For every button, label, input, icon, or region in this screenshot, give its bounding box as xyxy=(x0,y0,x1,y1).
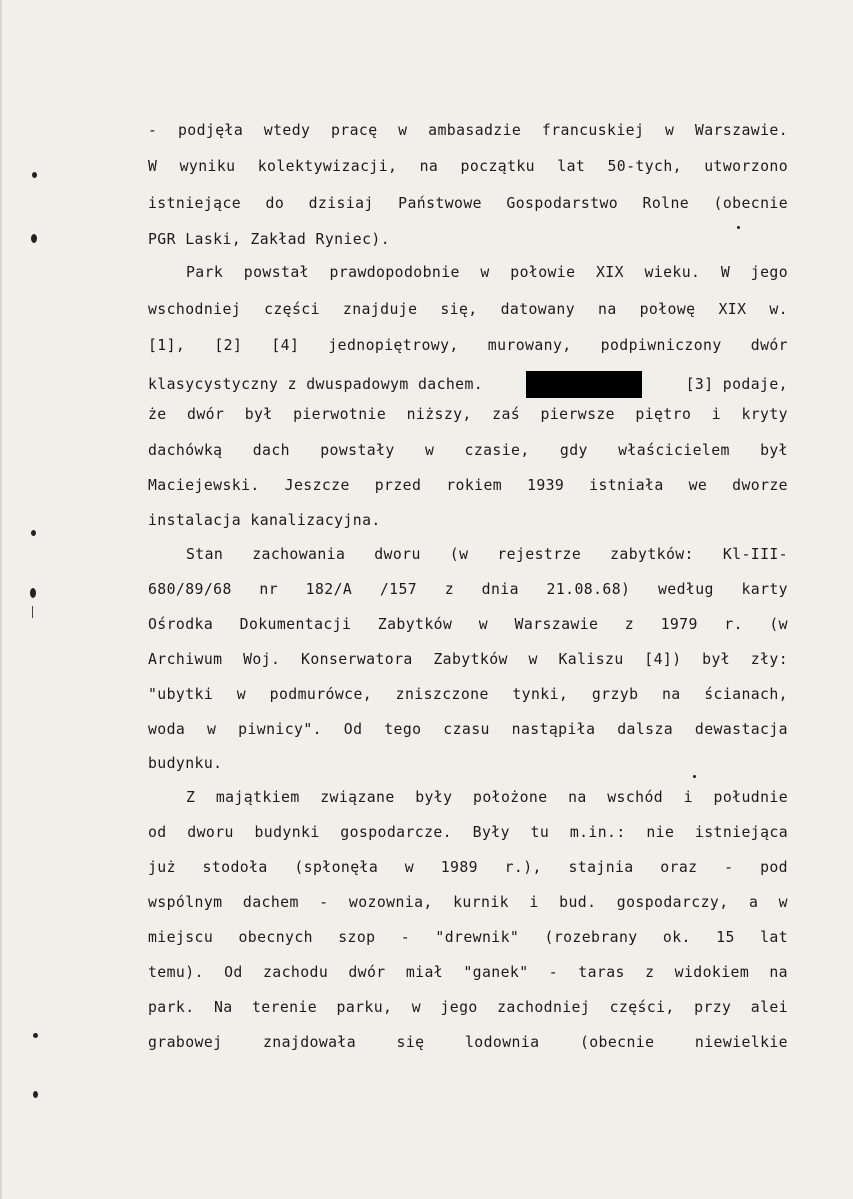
text-line: wschodniej części znajduje się, datowany na połowę XIX w. xyxy=(148,301,788,318)
paper-speck xyxy=(737,226,740,229)
text-line: "ubytki w podmurówce, zniszczone tynki, grzyb na ścianach, xyxy=(148,686,788,703)
text-line: temu). Od zachodu dwór miał "ganek" - taras z widokiem na xyxy=(148,964,788,981)
margin-mark xyxy=(32,172,37,178)
paper-speck xyxy=(693,775,696,778)
text-line: istniejące do dzisiaj Państwowe Gospodarstwo Rolne (obecnie xyxy=(148,195,788,212)
text-line: budynku. xyxy=(148,755,223,772)
text-line: W wyniku kolektywizacji, na początku lat 50-tych, utworzono xyxy=(148,158,788,175)
text-segment: [3] podaje, xyxy=(685,375,788,393)
text-line-with-redaction xyxy=(148,371,788,398)
margin-mark xyxy=(30,588,36,598)
text-line: że dwór był pierwotnie niższy, zaś pierwsze piętro i kryty xyxy=(148,406,788,423)
margin-mark xyxy=(33,1091,38,1098)
margin-mark xyxy=(32,606,33,618)
text-line: dachówką dach powstały w czasie, gdy właścicielem był xyxy=(148,442,788,459)
text-line: Ośrodka Dokumentacji Zabytków w Warszawie z 1979 r. (w xyxy=(148,616,788,633)
text-line: 680/89/68 nr 182/A /157 z dnia 21.08.68) według karty xyxy=(148,581,788,598)
text-line: grabowej znajdowała się lodownia (obecnie niewielkie xyxy=(148,1034,788,1051)
text-line: Archiwum Woj. Konserwatora Zabytków w Kaliszu [4]) był zły: xyxy=(148,651,788,668)
paragraph-first-line: Z majątkiem związane były położone na wschód i południe xyxy=(186,789,788,806)
margin-mark xyxy=(33,1033,38,1038)
text-line: PGR Laski, Zakład Ryniec). xyxy=(148,231,391,248)
margin-mark xyxy=(31,234,37,243)
text-line: - podjęła wtedy pracę w ambasadzie francuskiej w Warszawie. xyxy=(148,122,788,139)
text-line: Maciejewski. Jeszcze przed rokiem 1939 istniała we dworze xyxy=(148,477,788,494)
text-segment: klasycystyczny z dwuspadowym dachem. xyxy=(148,375,484,393)
margin-mark xyxy=(31,530,36,536)
text-line: miejscu obecnych szop - "drewnik" (rozebrany ok. 15 lat xyxy=(148,929,788,946)
text-line: instalacja kanalizacyjna. xyxy=(148,512,381,529)
text-line: park. Na terenie parku, w jego zachodniej części, przy alei xyxy=(148,999,788,1016)
redaction-box xyxy=(526,371,642,398)
text-line: już stodoła (spłonęła w 1989 r.), stajnia oraz - pod xyxy=(148,859,788,876)
text-line: woda w piwnicy". Od tego czasu nastąpiła dalsza dewastacja xyxy=(148,721,788,738)
text-line: [1], [2] [4] jednopiętrowy, murowany, podpiwniczony dwór xyxy=(148,337,788,354)
text-line: od dworu budynki gospodarcze. Były tu m.in.: nie istniejąca xyxy=(148,824,788,841)
paragraph-first-line: Stan zachowania dworu (w rejestrze zabytków: Kl-III- xyxy=(186,546,788,563)
text-line: wspólnym dachem - wozownia, kurnik i bud. gospodarczy, a w xyxy=(148,894,788,911)
paragraph-first-line: Park powstał prawdopodobnie w połowie XIX wieku. W jego xyxy=(186,264,788,281)
